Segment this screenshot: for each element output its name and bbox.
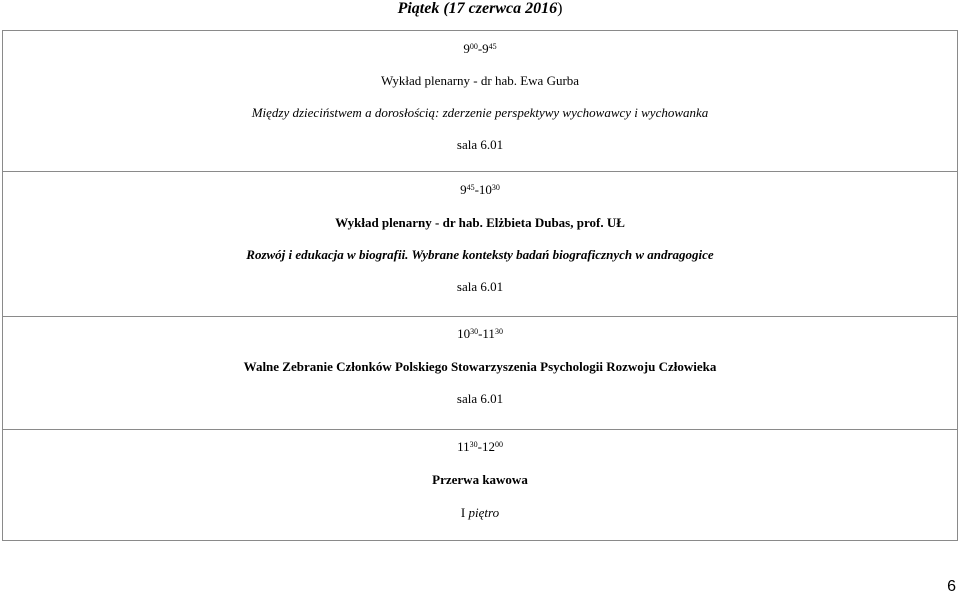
page-number: 6 [947, 578, 956, 595]
page-title [0, 0, 960, 19]
table-row [3, 317, 958, 430]
title-day: Piątek [397, 0, 440, 17]
session-room: sala 6.01 [456, 391, 504, 406]
session-cell [3, 317, 958, 430]
session-time: $10^{30}-11^{30}$ [457, 326, 503, 341]
session-cell [3, 31, 958, 172]
session-speaker: Walne Zebranie Członków Polskiego Stowarzyszenia Psychologii Rozwoju Człowieka [243, 359, 717, 374]
session-cell [3, 172, 958, 317]
session-room: sala 6.01 [456, 279, 504, 294]
session-cell [3, 430, 958, 541]
session-speaker: Wykład plenarny - dr hab. Elżbieta Dubas, prof. UŁ [335, 215, 625, 230]
schedule-table [2, 30, 958, 541]
session-title: Między dzieciństwem a dorosłością: zderzenie perspektywy wychowawcy i wychowanka [251, 105, 709, 120]
session-speaker: Wykład plenarny - dr hab. Ewa Gurba [380, 73, 580, 88]
title-date: (17 czerwca 2016 [443, 0, 558, 17]
title-close: ) [557, 0, 563, 17]
table-row [3, 430, 958, 541]
session-speaker: Przerwa kawowa [432, 472, 528, 487]
session-room: sala 6.01 [456, 137, 504, 152]
table-row [3, 31, 958, 172]
session-title: Rozwój i edukacja w biografii. Wybrane konteksty badań biograficznych w andragogice [246, 247, 714, 262]
session-time: $9^{00}-9^{45}$ [463, 41, 497, 56]
table-row [3, 172, 958, 317]
session-room: I piętro [460, 505, 500, 520]
session-time: $11^{30}-12^{00}$ [457, 439, 503, 454]
session-time: $9^{45}-10^{30}$ [460, 182, 500, 197]
